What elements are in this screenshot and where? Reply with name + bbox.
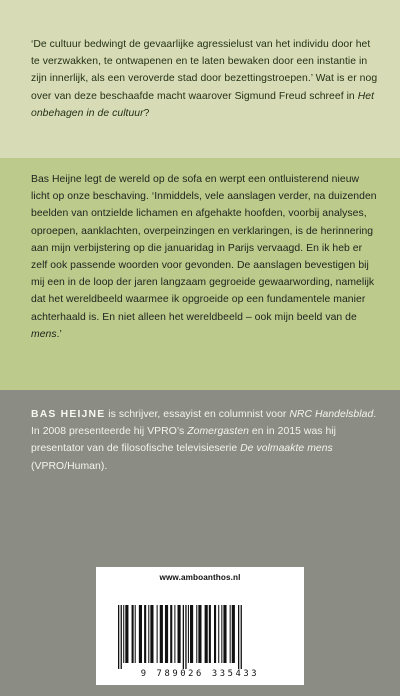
barcode-bar [183,605,184,669]
barcode-bar [165,605,168,663]
quote-end: ? [143,107,150,119]
barcode-bar [174,605,175,663]
barcode-bar [139,605,142,663]
barcode-bar [221,605,222,663]
barcode-bar [209,605,211,663]
barcode-bar [123,605,124,663]
summary-emphasis: mens [31,328,57,340]
isbn-number: 9 789026 335433 [140,669,260,679]
publisher-website: www.amboanthos.nl [159,573,241,582]
barcode-bar [190,605,193,663]
barcode-bar [178,605,181,663]
bio-text-2: . In 2008 presenteerde hij VPRO’s [31,409,377,438]
barcode-bar [241,605,242,669]
summary-end: .’ [56,328,62,340]
barcode-bar [157,605,158,663]
quote-book-title: Het onbehagen in de cultuur [31,90,375,119]
barcode-bar [223,605,226,663]
barcode-bar [230,605,231,663]
bio-text-4: (VPRO/Human). [31,460,108,472]
barcode-bar [125,605,128,663]
summary-section [0,158,400,390]
author-name: BAS HEIJNE [31,409,106,420]
isbn-barcode [116,605,284,669]
barcode-bar [135,605,136,663]
barcode-bar [205,605,208,663]
barcode-bar [132,605,134,663]
barcode-bar [196,605,197,663]
bio-show-2: De volmaakte mens [240,443,333,455]
barcode-bar [148,605,149,663]
barcode-bar [121,605,122,669]
freud-quote [31,36,378,122]
barcode-bar [198,605,201,663]
barcode-bar [218,605,219,663]
barcode-bar [232,605,235,663]
bio-text-1: is schrijver, essayist en columnist voor [105,409,290,420]
summary-text: Bas Heijne legt de wereld op de sofa en werpt een ontluisterend nieuw licht op onze beschaving. ‘Inmiddels, vele aanslagen verder, na duizenden beelden van ontzielde lichamen en afgehakte hoofden, voorbij analyses, oproepen, aanklachten, overpeinzingen en verklaringen, is de herinnering aan mijn verbijstering op die januaridag in Parijs vervaagd. En ik heb er zelf ook passende woorden voor gevonden. De aanslagen bevestigen bij mij een in de loop der jaren langzaam gegroeide gewaarwording, namelijk dat het wereldbeeld waarmee ik opgroeide op een fundamentele manier achterhaald is. En niet alleen het wereldbeeld – ook mijn beeld van de [31,174,377,323]
barcode-panel [96,567,304,685]
book-summary [31,171,378,343]
bio-show-1: Zomergasten [187,426,249,438]
barcode-bar [238,605,239,669]
barcode-bar [160,605,163,663]
barcode-bar [150,605,153,663]
quote-section [0,0,400,158]
barcode-bar [118,605,119,669]
barcode-bar [144,605,146,663]
bio-text-3: en in 2015 was hij presentator van de filosofische televisieserie [31,426,337,455]
barcode-bar [214,605,216,663]
barcode-bar [188,605,189,663]
barcode-bar [170,605,172,663]
author-bio [31,406,378,475]
bio-newspaper: NRC Handelsblad [289,409,374,420]
author-bio-section [0,390,400,530]
barcode-bar [185,605,186,669]
quote-text: ‘De cultuur bedwingt de gevaarlijke agressielust van het individu door het te verzwakken, te ontwapenen en te laten bewaken door een instantie in zijn innerlijk, als een veroverde stad door bezettingstroepen.’ Wat is er nog over van deze beschaafde macht waarover Sigmund Freud schreef in [31,39,378,102]
